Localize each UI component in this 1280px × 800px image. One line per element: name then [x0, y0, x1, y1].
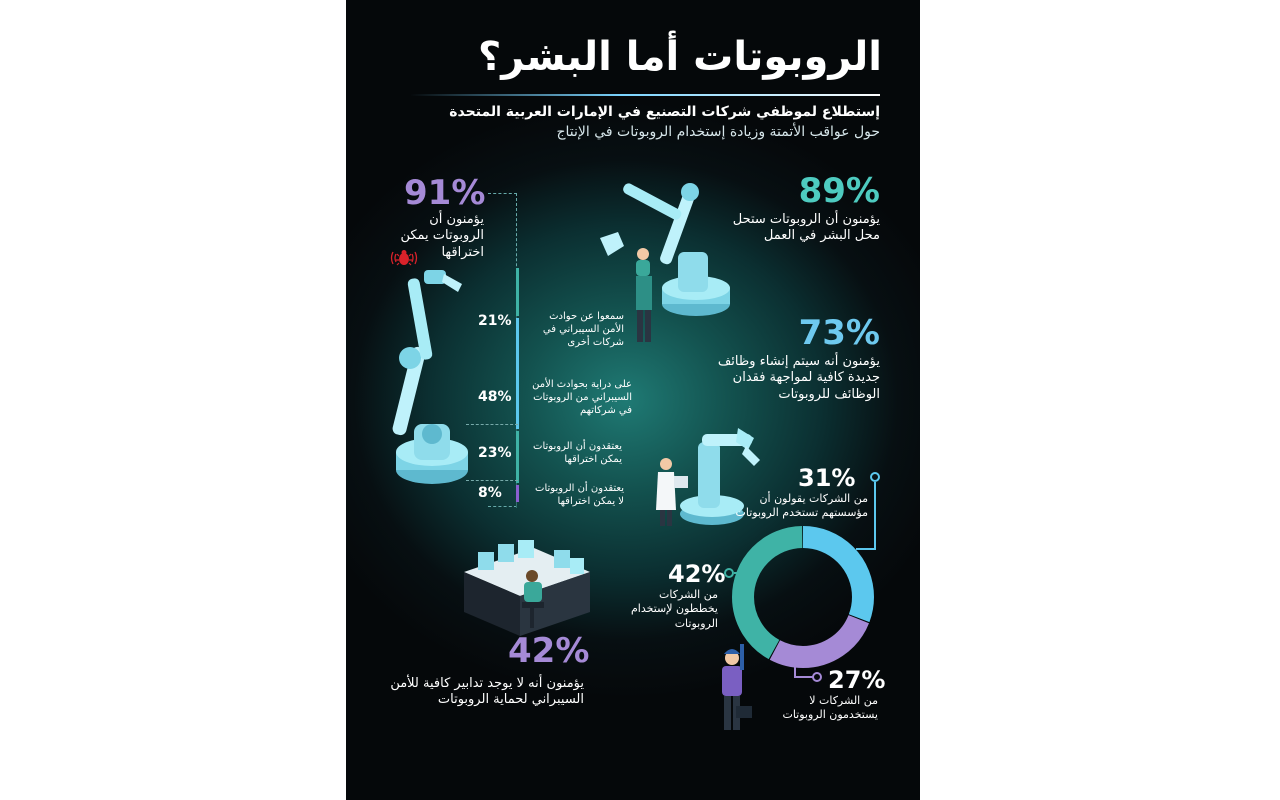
infographic-poster — [346, 0, 920, 800]
breakdown-bar-4 — [516, 485, 519, 502]
donut-42-connector — [734, 572, 748, 574]
worker-illustration — [712, 640, 756, 740]
control-desk-illustration — [458, 536, 594, 644]
donut-27-value: 27% — [828, 666, 886, 694]
title-divider — [410, 94, 880, 96]
breakdown-pct-3: 23% — [478, 445, 512, 461]
donut-27-connector-h — [794, 676, 814, 678]
breakdown-bar-1 — [516, 268, 519, 316]
row-divider — [466, 424, 518, 425]
row-divider — [466, 480, 518, 481]
donut-42-value: 42% — [668, 560, 726, 588]
breakdown-label-3: يعتقدون أن الروبوتات يمكن اختراقها — [533, 441, 622, 465]
page-title: الروبوتات أما البشر؟ — [477, 34, 882, 80]
breakdown-label-2: على دراية بحوادث الأمن السيبراني من الروبوتات في شركاتهم — [532, 379, 632, 416]
stat-89-text: يؤمنون أن الروبوتات ستحل محل البشر في العمل — [732, 212, 880, 244]
donut-31-text: من الشركات يقولون أن مؤسستهم تستخدم الروبوتات — [735, 492, 868, 520]
breakdown-pct-1: 21% — [478, 313, 512, 329]
breakdown-bar-2 — [516, 318, 519, 429]
stat-89-value: 89% — [798, 171, 880, 211]
robot-arm-illustration-left — [392, 262, 472, 502]
breakdown-pct-2: 48% — [478, 389, 512, 405]
breakdown-label-4: يعتقدون أن الروبوتات لا يمكن اختراقها — [535, 483, 624, 507]
breakdown-bar-3 — [516, 431, 519, 483]
breakdown-pct-4: 8% — [478, 485, 502, 501]
donut-31-value: 31% — [798, 464, 856, 492]
stat-73-value: 73% — [798, 313, 880, 353]
donut-27-text: من الشركات لا يستخدمون الروبوتات — [782, 694, 878, 722]
stat-42-bottom-text: يؤمنون أنه لا يوجد تدابير كافية للأمن السيبراني لحماية الروبوتات — [390, 676, 584, 708]
robot-arm-illustration-top — [596, 176, 736, 346]
breakdown-label-1: سمعوا عن حوادث الأمن السيبراني في شركات أخرى — [542, 311, 624, 348]
stat-91-text: يؤمنون أن الروبوتات يمكن اختراقها — [400, 212, 484, 260]
subtitle-light: حول عواقب الأتمتة وزيادة إستخدام الروبوتات في الإنتاج — [556, 124, 880, 140]
donut-42-text: من الشركات يخططون لإستخدام الروبوتات — [630, 588, 718, 630]
stat-42-bottom-value: 42% — [508, 631, 590, 671]
subtitle-bold: إستطلاع لموظفي شركات التصنيع في الإمارات العربية المتحدة — [449, 104, 880, 120]
breakdown-bars — [516, 268, 520, 504]
donut-27-connector — [794, 652, 796, 678]
donut-42-marker — [724, 568, 734, 578]
donut-27-marker — [812, 672, 822, 682]
stat-91-value: 91% — [404, 173, 486, 213]
donut-31-marker — [870, 472, 880, 482]
stat-73-text: يؤمنون أنه سيتم إنشاء وظائف جديدة كافية لمواجهة فقدان الوظائف للروبوتات — [717, 354, 880, 402]
